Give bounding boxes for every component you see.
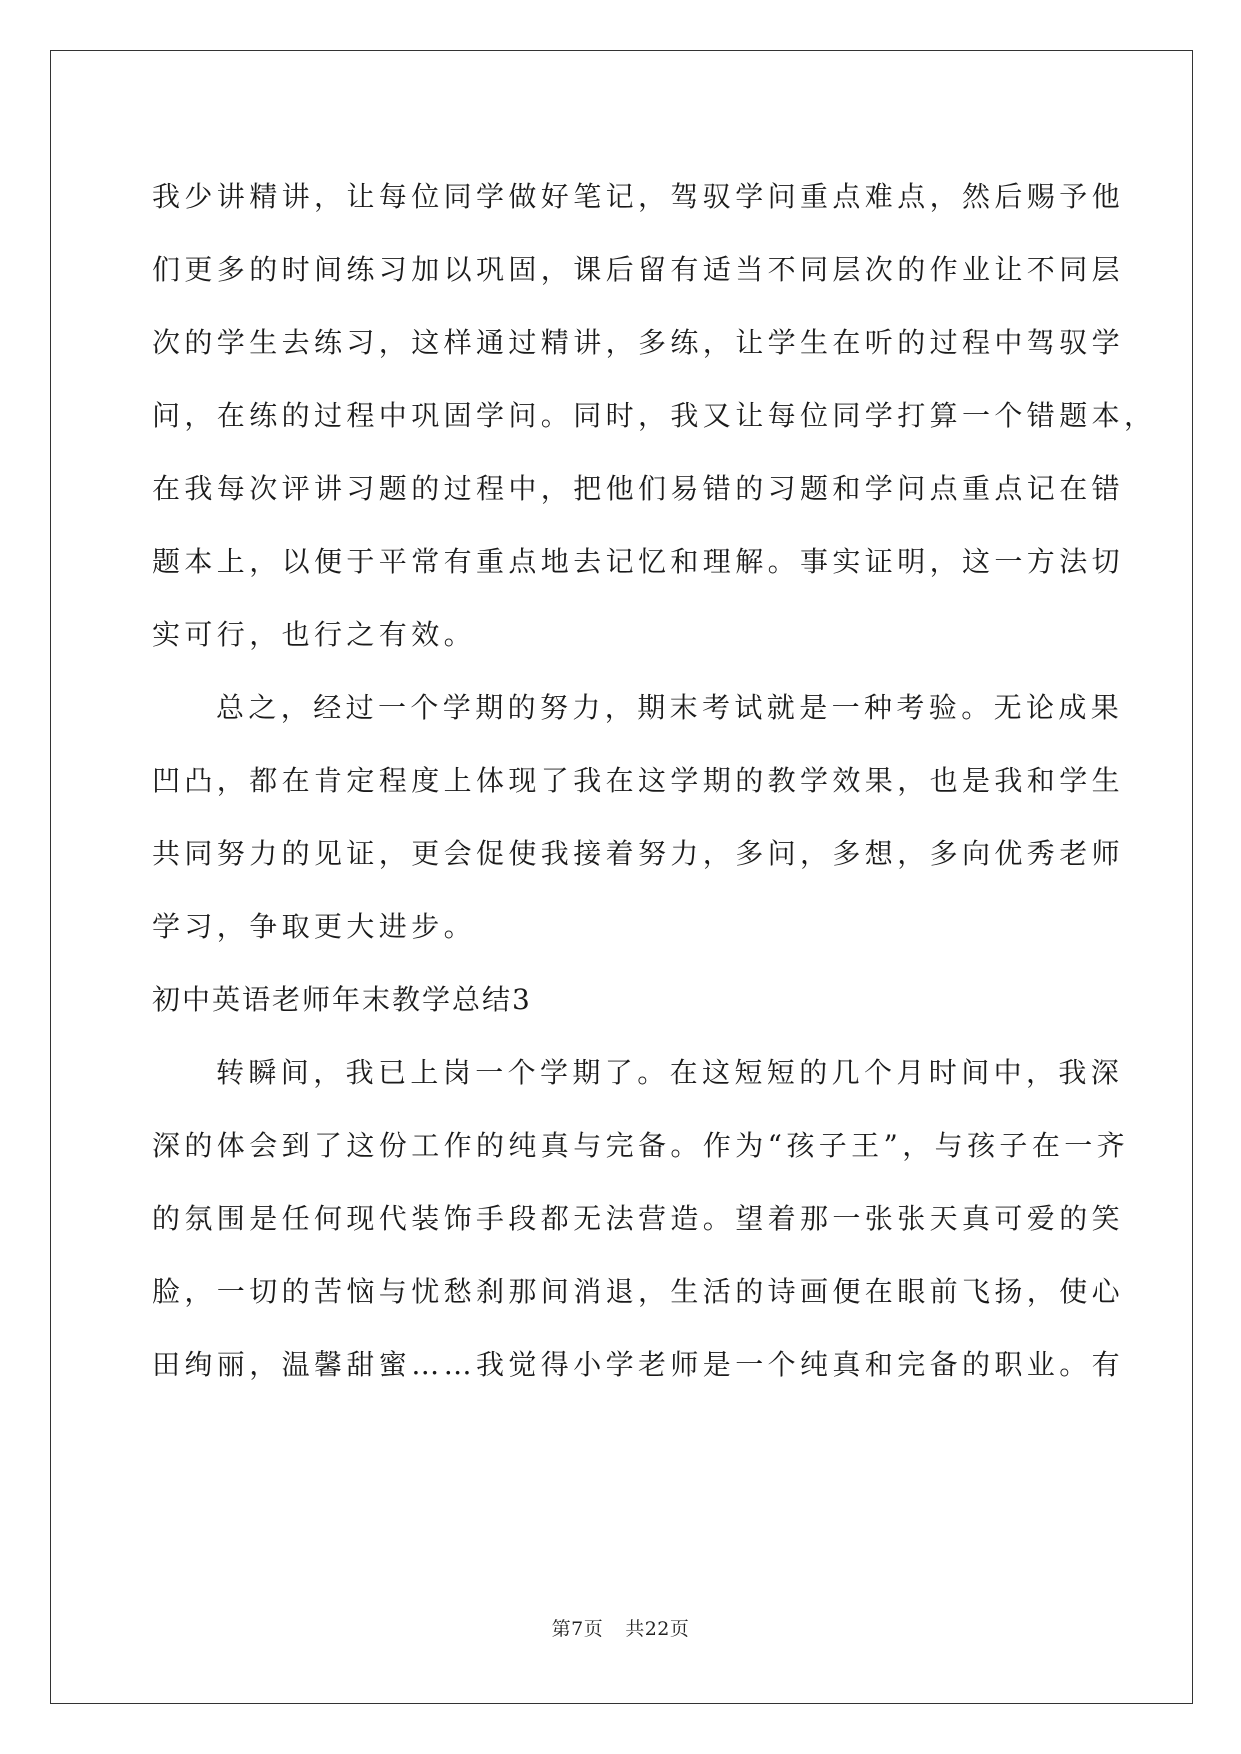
text-line: 学习，争取更大进步。: [152, 910, 477, 943]
text-line: 我少讲精讲，让每位同学做好笔记，驾驭学问重点难点，然后赐予他: [152, 180, 1125, 213]
text-line: 共同努力的见证，更会促使我接着努力，多问，多想，多向优秀老师: [152, 837, 1125, 870]
text-line: 实可行，也行之有效。: [152, 618, 477, 651]
text-line: 题本上，以便于平常有重点地去记忆和理解。事实证明，这一方法切: [152, 545, 1125, 578]
text-line: 田绚丽，温馨甜蜜……我觉得小学老师是一个纯真和完备的职业。有: [152, 1348, 1125, 1381]
text-line: 次的学生去练习，这样通过精讲，多练，让学生在听的过程中驾驭学: [152, 326, 1125, 359]
paragraph-conclusion: [152, 671, 1125, 963]
section-heading: 初中英语老师年末教学总结3: [152, 983, 532, 1016]
text-line: 深的体会到了这份工作的纯真与完备。作为“孩子王”，与孩子在一齐: [152, 1129, 1130, 1162]
text-line: 们更多的时间练习加以巩固，课后留有适当不同层次的作业让不同层: [152, 253, 1125, 286]
page-total: 共22页: [625, 1618, 690, 1640]
text-line: 的氛围是任何现代装饰手段都无法营造。望着那一张张天真可爱的笑: [152, 1202, 1125, 1235]
page-footer: [0, 1614, 1241, 1641]
text-line: 在我每次评讲习题的过程中，把他们易错的习题和学问点重点记在错: [152, 472, 1125, 505]
paragraph-continued: [152, 160, 1157, 671]
text-line: 转瞬间，我已上岗一个学期了。在这短短的几个月时间中，我深: [216, 1056, 1124, 1089]
text-line: 脸，一切的苦恼与忧愁刹那间消退，生活的诗画便在眼前飞扬，使心: [152, 1275, 1125, 1308]
text-line: 问，在练的过程中巩固学问。同时，我又让每位同学打算一个错题本，: [152, 399, 1157, 432]
text-line: 凹凸，都在肯定程度上体现了我在这学期的教学效果，也是我和学生: [152, 764, 1125, 797]
text-line: 总之，经过一个学期的努力，期末考试就是一种考验。无论成果: [216, 691, 1124, 724]
paragraph-section3: [152, 1036, 1130, 1401]
document-body: [152, 160, 1157, 1401]
page-number: 第7页: [551, 1618, 604, 1640]
